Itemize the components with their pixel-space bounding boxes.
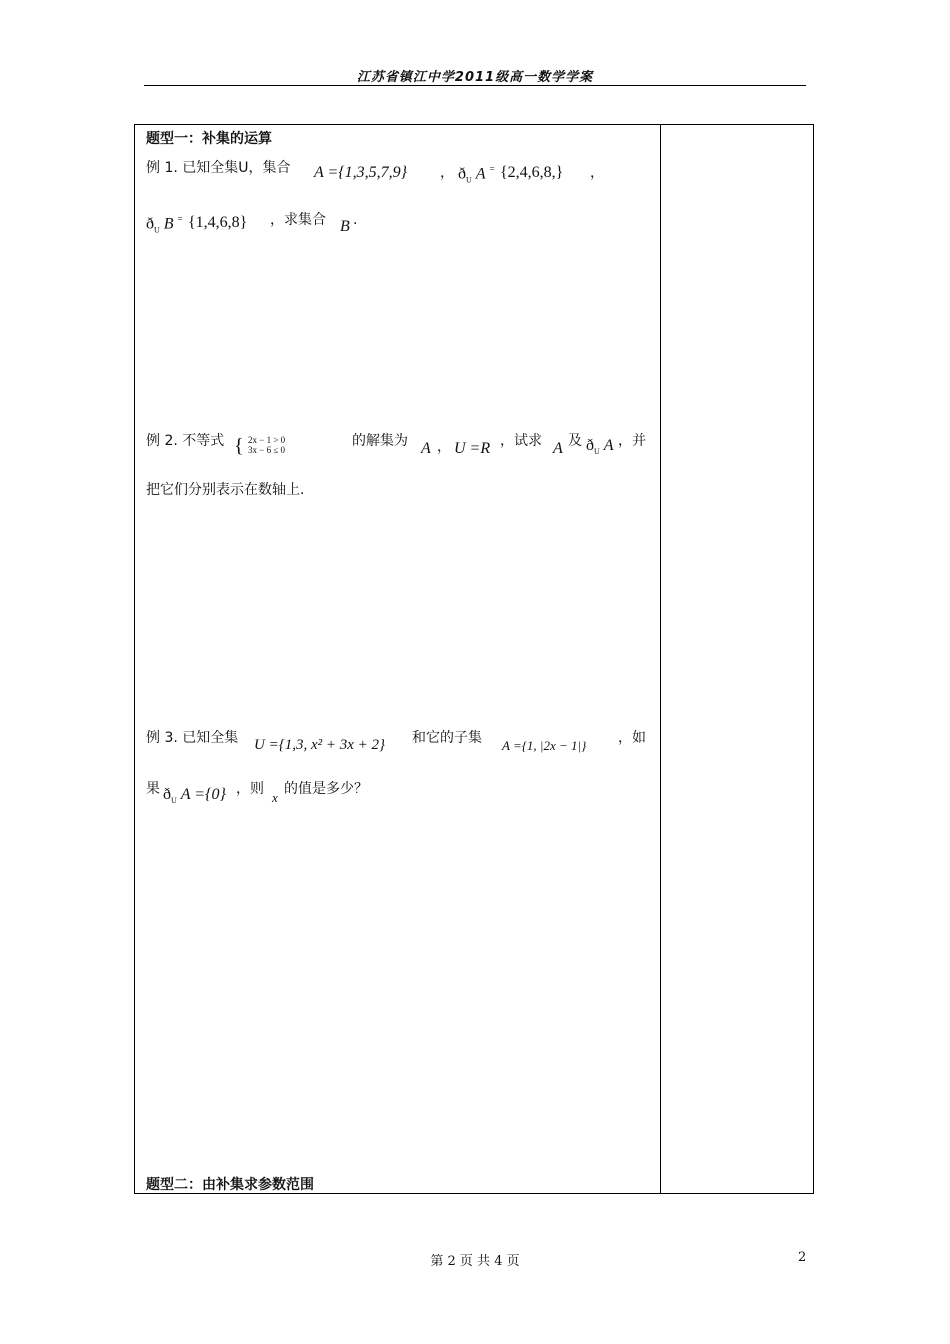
ex1-set-a: A ={1,3,5,7,9}: [314, 164, 408, 181]
complement-symbol: ð: [586, 437, 594, 454]
ex3-var-x: x: [272, 790, 278, 805]
header-title: 江苏省镇江中学2011级高一数学学案: [356, 70, 594, 85]
ex1-tail: ，求集合: [270, 212, 326, 228]
ex1-period: .: [353, 212, 358, 228]
ex1-eq2: =: [177, 214, 183, 224]
worksheet-table: [134, 124, 814, 1194]
complement-symbol: ð: [458, 165, 466, 183]
ex3-comma: ，如: [618, 730, 646, 746]
complement-symbol: ð: [163, 786, 171, 803]
footer-page-text: 第 2 页 共 4 页: [430, 1254, 520, 1269]
ex2-label: 例 2. 不等式: [146, 433, 225, 449]
ex2-mid: 的解集为: [352, 433, 408, 449]
ex2-var-a2: A: [553, 440, 563, 457]
system-brace: {: [234, 435, 244, 457]
ex2-sys-line2: 3x − 6 ≤ 0: [248, 445, 286, 455]
ex2-sys-line1: 2x − 1 > 0: [248, 435, 286, 445]
complement-symbol: ð: [146, 215, 154, 233]
complement-subscript: U: [466, 175, 472, 185]
ex3-comp-expr: A ={0}: [180, 786, 226, 803]
ex1-comma2: ，: [590, 165, 604, 181]
ex1-comp-b-set: {1,4,6,8}: [188, 214, 248, 231]
ex1-complement-a: [458, 164, 495, 185]
ex2-comma3: ，并: [618, 433, 646, 449]
ex1-comma1: ，: [440, 165, 454, 181]
ex1-var-b: B: [163, 215, 174, 233]
column-divider: [660, 125, 661, 1193]
ex3-complement: [163, 786, 226, 805]
ex3-question: 的值是多少？: [284, 781, 368, 797]
ex1-comp-a-set: {2,4,6,8,}: [500, 164, 564, 181]
ex2-comma2: ，试求: [500, 433, 542, 449]
complement-subscript: U: [154, 225, 160, 235]
section1-title: 题型一：补集的运算: [146, 131, 272, 147]
ex2-universe: U =R: [454, 440, 491, 457]
ex1-label: 例 1. 已知全集U，集合: [146, 160, 291, 176]
header-rule: [144, 85, 806, 86]
ex3-line2-start: 果: [146, 781, 160, 797]
ex2-var-a: A: [421, 440, 431, 457]
section2-title: 题型二：由补集求参数范围: [146, 1177, 314, 1193]
ex2-complement: [586, 437, 614, 456]
ex2-comp-var: A: [603, 437, 614, 454]
ex2-comma1: ，: [437, 439, 451, 455]
ex3-then: ，则: [236, 781, 264, 797]
ex3-set-a: A ={1, |2x − 1|}: [502, 738, 587, 753]
ex3-set-u: U ={1,3, x² + 3x + 2}: [254, 737, 386, 753]
ex1-eq1: =: [489, 164, 495, 174]
ex2-and: 及: [568, 433, 582, 449]
footer-page-number: 2: [798, 1250, 807, 1265]
complement-subscript: U: [594, 447, 600, 457]
ex1-var-a: A: [475, 165, 486, 183]
ex1-var-b2: B: [340, 218, 350, 235]
ex3-mid: 和它的子集: [412, 730, 482, 746]
ex2-line2: 把它们分别表示在数轴上.: [146, 482, 305, 498]
complement-subscript: U: [171, 796, 177, 806]
ex1-complement-b: [146, 214, 183, 235]
ex3-label: 例 3. 已知全集: [146, 730, 239, 746]
